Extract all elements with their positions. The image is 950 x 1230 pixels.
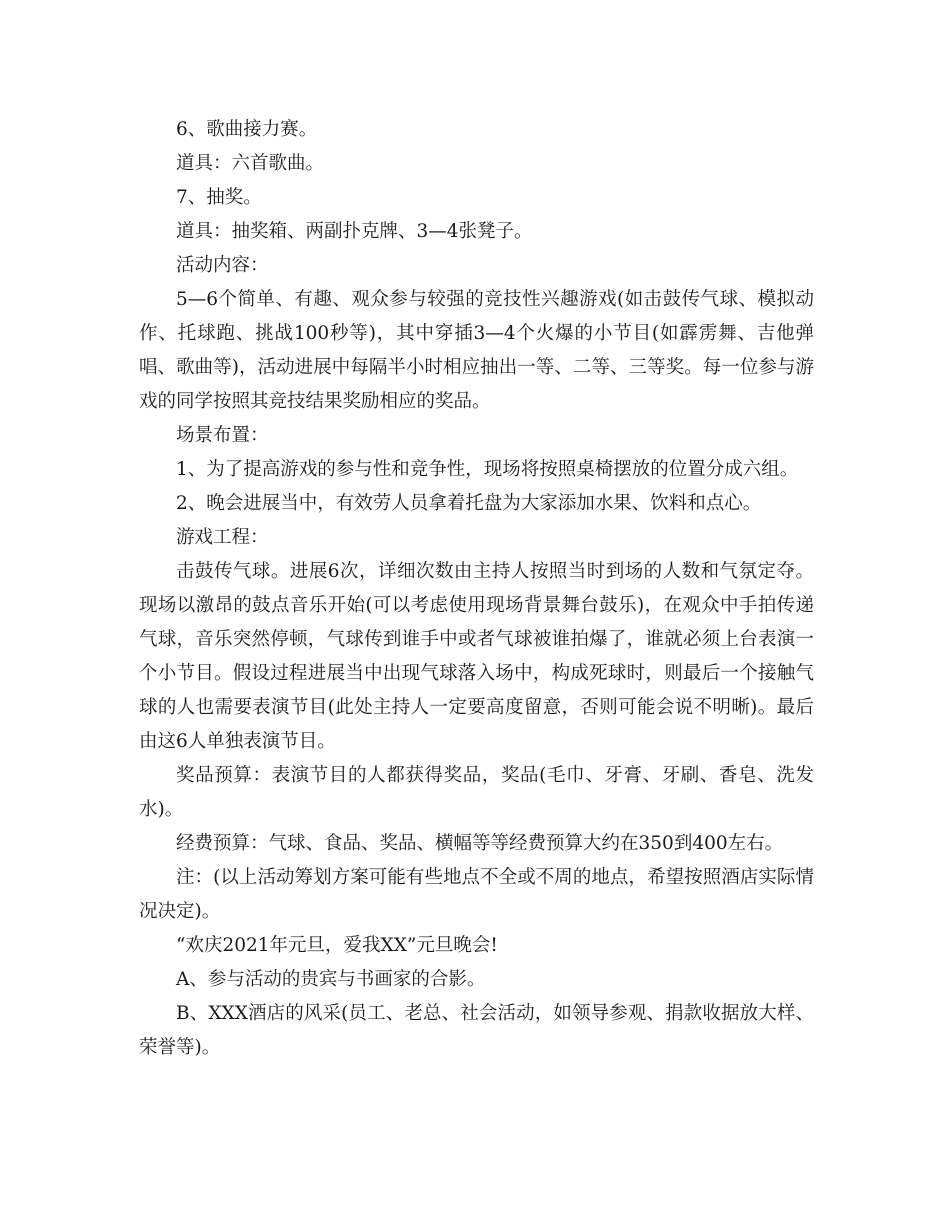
paragraph-activity-content: 5—6个简单、有趣、观众参与较强的竞技性兴趣游戏(如击鼓传气球、模拟动作、托球跑、挑战100秒等)，其中穿插3—4个火爆的小节目(如霹雳舞、吉他弹唱、歌曲等)，活动进展中每隔半小时相应抽出一等、二等、三等奖。每一位参与游戏的同学按照其竞技结果奖励相应的奖品。 [139,289,814,412]
paragraph-scene-item-2: 2、晚会进展当中，有效劳人员拿着托盘为大家添加水果、饮料和点心。 [176,493,762,514]
paragraph-note: 注：(以上活动筹划方案可能有些地点不全或不周的地点，希望按照酒店实际情况决定)。 [139,867,814,922]
paragraph-props-lottery: 道具：抽奖箱、两副扑克牌、3—4张凳子。 [176,221,533,242]
paragraph-gala-title: “欢庆2021年元旦，爱我XX”元旦晚会! [176,935,498,956]
document-body [139,113,814,1065]
paragraph-item-b: B、XXX酒店的风采(员工、老总、社会活动，如领导参观、捐款收据放大样、荣誉等)。 [139,1003,814,1058]
paragraph-scene-item-1: 1、为了提高游戏的参与性和竞争性，现场将按照桌椅摆放的位置分成六组。 [176,459,799,480]
paragraph-game-description: 击鼓传气球。进展6次，详细次数由主持人按照当时到场的人数和气氛定夺。现场以激昂的鼓点音乐开始(可以考虑使用现场背景舞台鼓乐)，在观众中手拍传递气球，音乐突然停顿，气球传到谁手中或者气球被谁拍爆了，谁就必须上台表演一个小节目。假设过程进展当中出现气球落入场中，构成死球时，则最后一个接触气球的人也需要表演节目(此处主持人一定要高度留意，否则可能会说不明晰)。最后由这6人单独表演节目。 [139,561,814,752]
paragraph-item-7-lottery: 7、抽奖。 [176,187,262,208]
paragraph-props-songs: 道具：六首歌曲。 [176,153,325,174]
paragraph-game-heading: 游戏工程： [176,527,269,548]
paragraph-item-a: A、参与活动的贵宾与书画家的合影。 [176,969,486,990]
paragraph-scene-heading: 场景布置： [176,425,269,446]
paragraph-expense-budget: 经费预算：气球、食品、奖品、横幅等等经费预算大约在350到400左右。 [176,833,784,854]
paragraph-prize-budget: 奖品预算：表演节目的人都获得奖品，奖品(毛巾、牙膏、牙刷、香皂、洗发水)。 [139,765,814,820]
paragraph-item-6-song-relay: 6、歌曲接力赛。 [176,119,318,140]
paragraph-activity-heading: 活动内容： [176,255,269,276]
